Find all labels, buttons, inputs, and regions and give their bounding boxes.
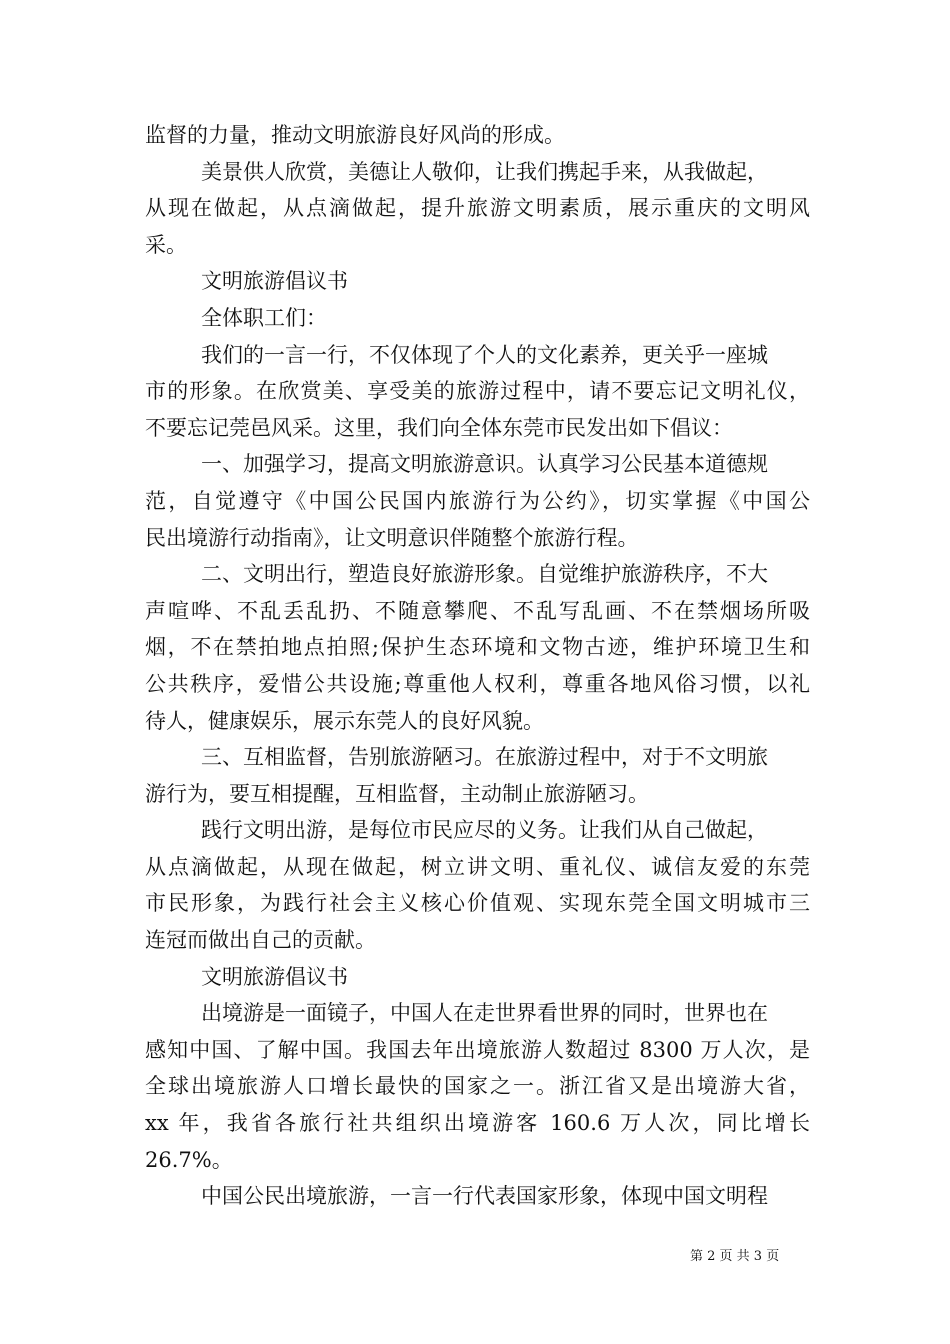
text-line: 26.7%。 <box>145 1147 233 1172</box>
text-line: 不要忘记莞邑风采。这里，我们向全体东莞市民发出如下倡议： <box>145 415 733 440</box>
text-line: xx 年，我省各旅行社共组织出境游客 160.6 万人次，同比增长 <box>145 1111 810 1136</box>
text-line: 采。 <box>145 232 187 257</box>
text-line: 连冠而做出自己的贡献。 <box>145 928 376 953</box>
text-line: 待人，健康娱乐，展示东莞人的良好风貌。 <box>145 708 544 733</box>
text-line: 范，自觉遵守《中国公民国内旅游行为公约》，切实掌握《中国公 <box>145 488 810 513</box>
text-line: 市的形象。在欣赏美、享受美的旅游过程中，请不要忘记文明礼仪， <box>145 379 810 404</box>
text-line: 监督的力量，推动文明旅游良好风尚的形成。 <box>145 123 565 147</box>
document-body <box>145 117 810 1215</box>
text-line: 游行为，要互相提醒，互相监督，主动制止旅游陋习。 <box>145 781 649 806</box>
text-line: 一、加强学习，提高文明旅游意识。认真学习公民基本道德规 <box>201 452 768 477</box>
text-line: 我们的一言一行，不仅体现了个人的文化素养，更关乎一座城 <box>201 342 768 367</box>
text-line: 感知中国、了解中国。我国去年出境旅游人数超过 8300 万人次，是 <box>145 1037 810 1062</box>
text-line: 全体职工们： <box>201 305 327 330</box>
text-line: 二、文明出行，塑造良好旅游形象。自觉维护旅游秩序，不大 <box>201 562 768 587</box>
text-line: 从点滴做起，从现在做起，树立讲文明、重礼仪、诚信友爱的东莞 <box>145 854 810 879</box>
text-line: 文明旅游倡议书 <box>201 269 348 294</box>
page-number: 第 2 页 共 3 页 <box>690 1249 780 1264</box>
text-line: 文明旅游倡议书 <box>201 964 348 989</box>
text-line: 全球出境旅游人口增长最快的国家之一。浙江省又是出境游大省， <box>145 1074 810 1099</box>
text-line: 出境游是一面镜子，中国人在走世界看世界的同时，世界也在 <box>201 1001 768 1026</box>
text-line: 三、互相监督，告别旅游陋习。在旅游过程中，对于不文明旅 <box>201 745 768 770</box>
text-line: 声喧哗、不乱丢乱扔、不随意攀爬、不乱写乱画、不在禁烟场所吸 <box>145 598 810 623</box>
text-line: 践行文明出游，是每位市民应尽的义务。让我们从自己做起， <box>201 818 768 843</box>
text-line: 美景供人欣赏，美德让人敬仰，让我们携起手来，从我做起， <box>201 159 768 184</box>
text-line: 从现在做起，从点滴做起，提升旅游文明素质，展示重庆的文明风 <box>145 196 810 221</box>
text-line: 民出境游行动指南》，让文明意识伴随整个旅游行程。 <box>145 525 639 550</box>
text-line: 中国公民出境旅游，一言一行代表国家形象，体现中国文明程 <box>201 1184 768 1209</box>
text-line: 烟，不在禁拍地点拍照;保护生态环境和文物古迹，维护环境卫生和 <box>145 635 810 660</box>
text-line: 市民形象，为践行社会主义核心价值观、实现东莞全国文明城市三 <box>145 891 810 916</box>
text-line: 公共秩序，爱惜公共设施;尊重他人权利，尊重各地风俗习惯，以礼 <box>145 671 810 696</box>
